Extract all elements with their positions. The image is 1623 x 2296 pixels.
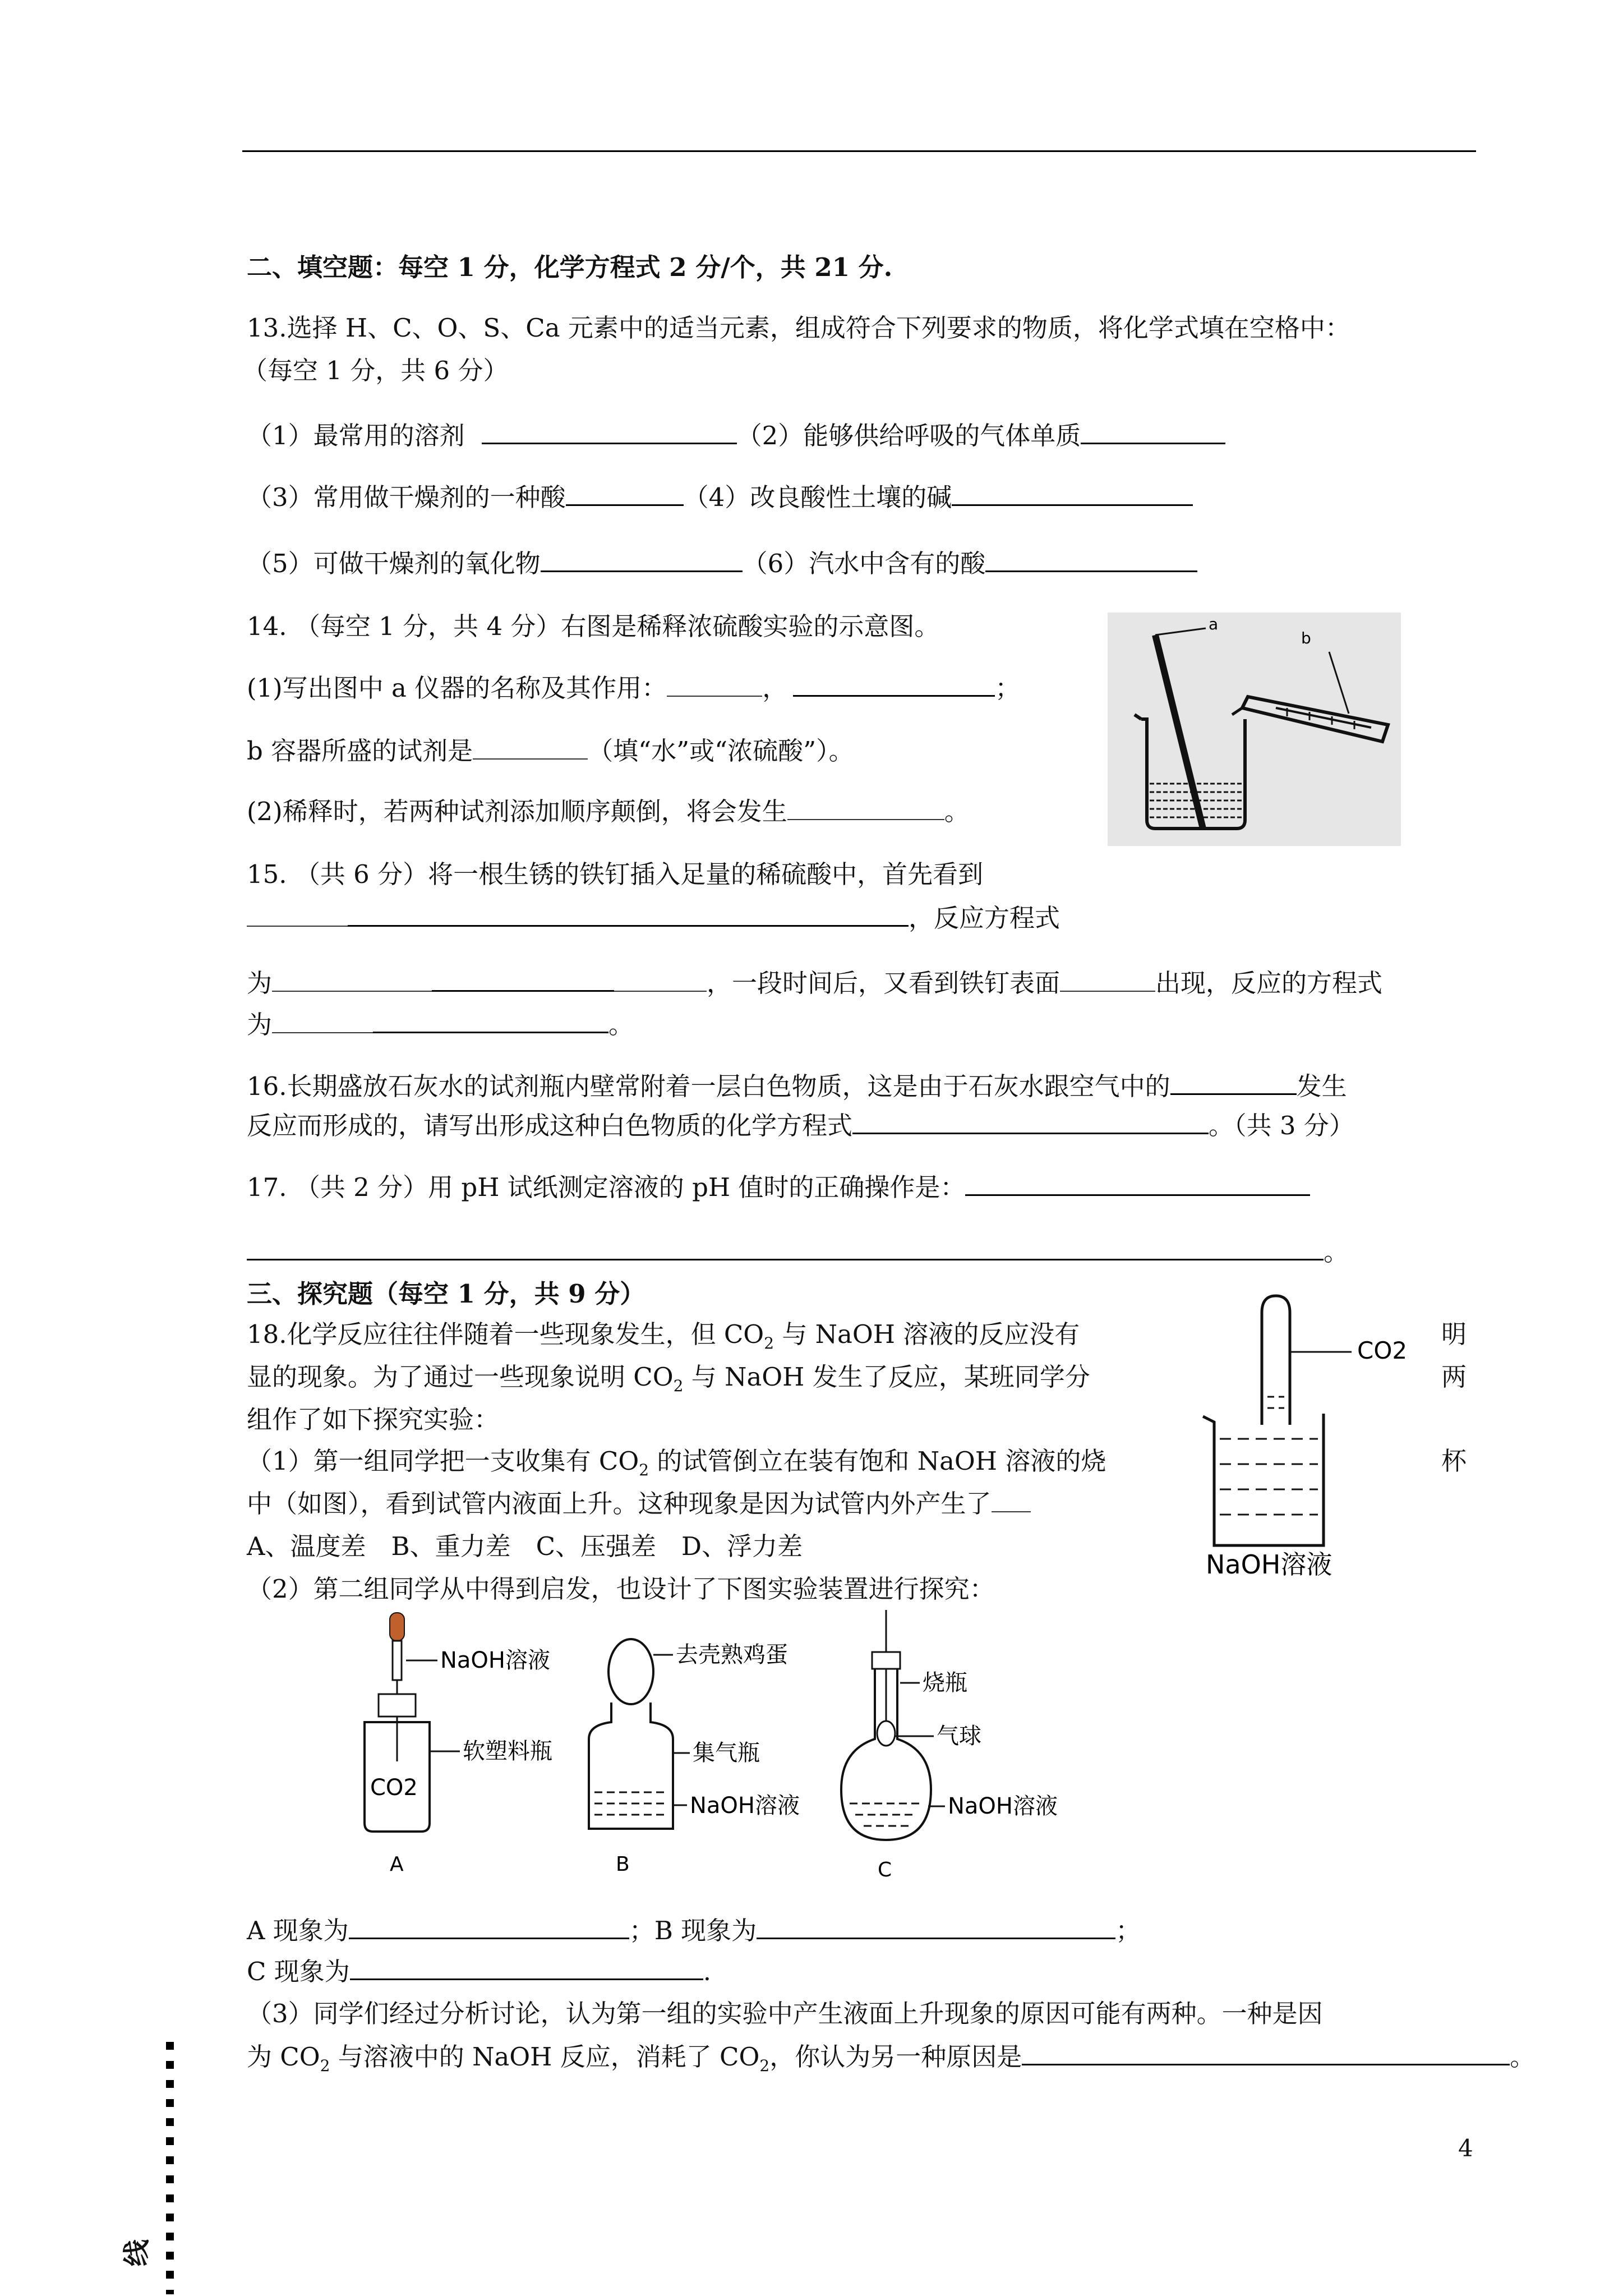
binding-label: 线	[121, 2239, 153, 2266]
q18-line7: （2）第二组同学从中得到启发，也设计了下图实验装置进行探究：	[247, 1574, 995, 1604]
b-bottle-label: 集气瓶	[693, 1740, 760, 1766]
q14-line1-end: ；	[995, 673, 1021, 703]
naoh-label: NaOH溶液	[1206, 1549, 1332, 1580]
label-b: b	[1301, 629, 1311, 647]
q14-line2-hint: （填“水”或“浓硫酸”）。	[588, 736, 854, 766]
q16-line1	[247, 1066, 1347, 1102]
b-naoh-label: NaOH溶液	[690, 1793, 800, 1819]
q13-item1	[247, 415, 1225, 452]
q18-blank-diff[interactable]	[992, 1489, 1031, 1512]
q18-blank-other-reason[interactable]	[1022, 2041, 1510, 2065]
q13-blank3[interactable]	[566, 482, 684, 506]
q18-line5	[247, 1483, 1031, 1520]
q18-part3-end: 。	[1510, 2042, 1536, 2072]
q18-line2	[247, 1356, 1090, 1395]
label-a: a	[1209, 615, 1219, 633]
q17-line2-end: 。	[1324, 1237, 1349, 1267]
c-balloon-label: 气球	[937, 1723, 981, 1749]
q17-line2	[247, 1231, 1349, 1268]
apparatus-figure	[348, 1610, 1088, 1879]
q17-line1-text: 17. （共 2 分）用 pH 试纸测定溶液的 pH 值时的正确操作是：	[247, 1172, 966, 1202]
dilution-figure	[1108, 613, 1401, 846]
q15-line4	[247, 1004, 634, 1041]
q18-blank-phen-c[interactable]	[350, 1956, 703, 1980]
q18-line1	[247, 1314, 1080, 1352]
q18-line4	[247, 1441, 1106, 1479]
q18-phenomena-ab	[247, 1910, 1141, 1947]
q13-item3-text: （3）常用做干燥剂的一种酸	[247, 482, 566, 512]
q18-phenomena-c	[247, 1951, 711, 1987]
apparatus-diagram	[348, 1610, 1088, 1879]
a-naoh-label: NaOH溶液	[440, 1648, 550, 1673]
q13-stem-line1: 13.选择 H、C、O、S、Ca 元素中的适当元素，组成符合下列要求的物质，将化学式填在空格中：	[247, 313, 1350, 343]
inverted-tube-figure	[1195, 1290, 1419, 1582]
q13-item5	[247, 543, 1197, 579]
q13-blank5[interactable]	[541, 548, 743, 572]
q16-line2-b: 。（共 3 分）	[1209, 1111, 1354, 1140]
q18-options: A、温度差 B、重力差 C、压强差 D、浮力差	[247, 1531, 803, 1561]
q13-stem-line2: （每空 1 分，共 6 分）	[242, 356, 509, 385]
b-egg-label: 去壳熟鸡蛋	[676, 1642, 788, 1668]
q14-blank-b[interactable]	[473, 736, 588, 760]
q14-line1	[247, 668, 1020, 704]
q18-sub: 2	[320, 2056, 330, 2075]
q17-line1	[247, 1167, 1310, 1203]
co2-label: CO2	[1357, 1337, 1408, 1364]
q18-sub: 2	[759, 2056, 770, 2075]
q18-part3-line2	[247, 2036, 1535, 2075]
q14-line2	[247, 730, 854, 767]
q15-blank-eq1c[interactable]	[614, 968, 707, 992]
c-flask-label: 烧瓶	[923, 1670, 967, 1696]
q18-part3-line1: （3）同学们经过分析讨论，认为第一组的实验中产生液面上升现象的原因可能有两种。一种是因	[247, 1999, 1323, 2028]
page-number: 4	[1458, 2134, 1473, 2162]
dilution-diagram	[1108, 613, 1401, 846]
q15-line2-end: ，反应方程式	[909, 903, 1061, 933]
q14-line2-text: b 容器所盛的试剂是	[247, 736, 473, 766]
c-letter: C	[878, 1858, 892, 1879]
header-rule	[242, 150, 1476, 152]
q18-phen-c-end: .	[703, 1957, 712, 1986]
q15-line3-a: 为	[247, 968, 273, 998]
q15-blank-eq1a[interactable]	[272, 968, 432, 992]
q18-side-ming: 明	[1441, 1319, 1467, 1349]
q15-blank-eq2a[interactable]	[272, 1010, 373, 1033]
q18-sub: 2	[639, 1461, 649, 1479]
q18-phen-a-label: A 现象为	[247, 1916, 349, 1945]
q13-blank4[interactable]	[952, 482, 1193, 506]
q14-line3-end: 。	[944, 797, 970, 826]
q15-blank-phen2[interactable]	[1060, 968, 1155, 992]
section2-title: 二、填空题：每空 1 分，化学方程式 2 分/个，共 21 分.	[247, 252, 893, 282]
q13-blank2[interactable]	[1081, 420, 1225, 444]
q18-blank-phen-a[interactable]	[349, 1915, 629, 1939]
q18-sub: 2	[673, 1377, 684, 1395]
q18-phen-c-label: C 现象为	[247, 1957, 350, 1986]
q15-blank-phen1b[interactable]	[348, 903, 909, 927]
q16-blank-substance[interactable]	[1170, 1071, 1297, 1095]
inverted-tube-diagram	[1195, 1290, 1419, 1582]
q13-blank6[interactable]	[985, 548, 1197, 572]
q18-phen-b-label: ；B 现象为	[629, 1916, 757, 1945]
q15-line4-end: 。	[608, 1010, 634, 1039]
b-letter: B	[616, 1853, 630, 1876]
q18-blank-phen-b[interactable]	[757, 1915, 1115, 1939]
q18-line2-b: 与 NaOH 发生了反应，某班同学分	[683, 1362, 1090, 1392]
apparatus-a	[365, 1613, 552, 1876]
q15-line3	[247, 963, 1382, 999]
q13-item5-text: （5）可做干燥剂的氧化物	[247, 549, 541, 578]
q15-line3-c: 出现，反应的方程式	[1155, 968, 1383, 998]
q18-side-bei: 杯	[1441, 1446, 1467, 1476]
q17-blank2[interactable]	[247, 1236, 1324, 1260]
q18-line3: 组作了如下探究实验：	[247, 1405, 500, 1434]
q13-item6-text: （6）汽水中含有的酸	[742, 549, 986, 578]
q18-line1-b: 与 NaOH 溶液的反应没有	[774, 1319, 1080, 1349]
c-naoh-label: NaOH溶液	[948, 1793, 1058, 1819]
q18-side-liang: 两	[1441, 1362, 1467, 1392]
a-co2-label: CO2	[370, 1775, 418, 1801]
q18-line5-text: 中（如图），看到试管内液面上升。这种现象是因为试管内外产生了	[247, 1489, 992, 1519]
q14-line3	[247, 791, 970, 827]
q13-item2-text: （2）能够供给呼吸的气体单质	[736, 421, 1081, 450]
q18-line4-b: 的试管倒立在装有饱和 NaOH 溶液的烧	[649, 1446, 1106, 1476]
q14-stem: 14. （每空 1 分，共 4 分）右图是稀释浓硫酸实验的示意图。	[247, 611, 940, 641]
q14-line1-comma: ，	[762, 673, 788, 703]
q15-blank-eq2b[interactable]	[373, 1009, 608, 1033]
q13-item1-text: （1）最常用的溶剂	[247, 421, 465, 450]
q16-line2	[247, 1105, 1354, 1142]
q15-blank-eq1b[interactable]	[432, 968, 614, 992]
q14-line3-text: (2)稀释时，若两种试剂添加顺序颠倒，将会发生	[247, 797, 787, 826]
q15-line1: 15. （共 6 分）将一根生锈的铁钉插入足量的稀硫酸中，首先看到	[247, 859, 984, 889]
q18-part3-a: 为 CO	[247, 2042, 320, 2072]
a-bottle-label: 软塑料瓶	[463, 1738, 552, 1764]
q14-blank-a-name[interactable]	[667, 673, 762, 697]
q16-line1-a: 16.长期盛放石灰水的试剂瓶内壁常附着一层白色物质，这是由于石灰水跟空气中的	[247, 1071, 1170, 1101]
q18-phen-ab-end: ；	[1115, 1916, 1141, 1945]
q13-item4-text: （4）改良酸性土壤的碱	[683, 482, 952, 512]
q14-blank-reverse[interactable]	[787, 797, 944, 820]
q14-line1-text: (1)写出图中 a 仪器的名称及其作用：	[247, 673, 667, 703]
section3-title: 三、探究题（每空 1 分，共 9 分）	[247, 1279, 645, 1309]
q18-line4-a: （1）第一组同学把一支收集有 CO	[247, 1446, 639, 1476]
q16-line2-a: 反应而形成的，请写出形成这种白色物质的化学方程式	[247, 1111, 853, 1140]
q18-line1-a: 18.化学反应往往伴随着一些现象发生，但 CO	[247, 1319, 764, 1349]
q13-blank1[interactable]	[482, 420, 737, 444]
apparatus-b	[589, 1639, 800, 1876]
q15-line2	[247, 898, 1060, 934]
a-letter: A	[390, 1853, 404, 1876]
q13-item3	[247, 477, 1193, 513]
q16-line1-b: 发生	[1296, 1071, 1347, 1101]
q18-sub: 2	[764, 1334, 774, 1352]
q18-line2-a: 显的现象。为了通过一些现象说明 CO	[247, 1362, 674, 1392]
q14-blank-a-use[interactable]	[793, 673, 995, 697]
apparatus-c	[841, 1610, 1058, 1879]
q18-part3-c: ，你认为另一种原因是	[769, 2042, 1022, 2072]
binding-dotted-line	[166, 2042, 174, 2294]
q17-blank1[interactable]	[965, 1172, 1310, 1196]
q18-part3-b: 与溶液中的 NaOH 反应，消耗了 CO	[330, 2042, 760, 2072]
q15-blank-phen1a[interactable]	[247, 903, 348, 927]
q16-blank-equation[interactable]	[852, 1110, 1209, 1134]
q15-line4-a: 为	[247, 1010, 273, 1039]
q15-line3-b: ，一段时间后，又看到铁钉表面	[707, 968, 1061, 998]
